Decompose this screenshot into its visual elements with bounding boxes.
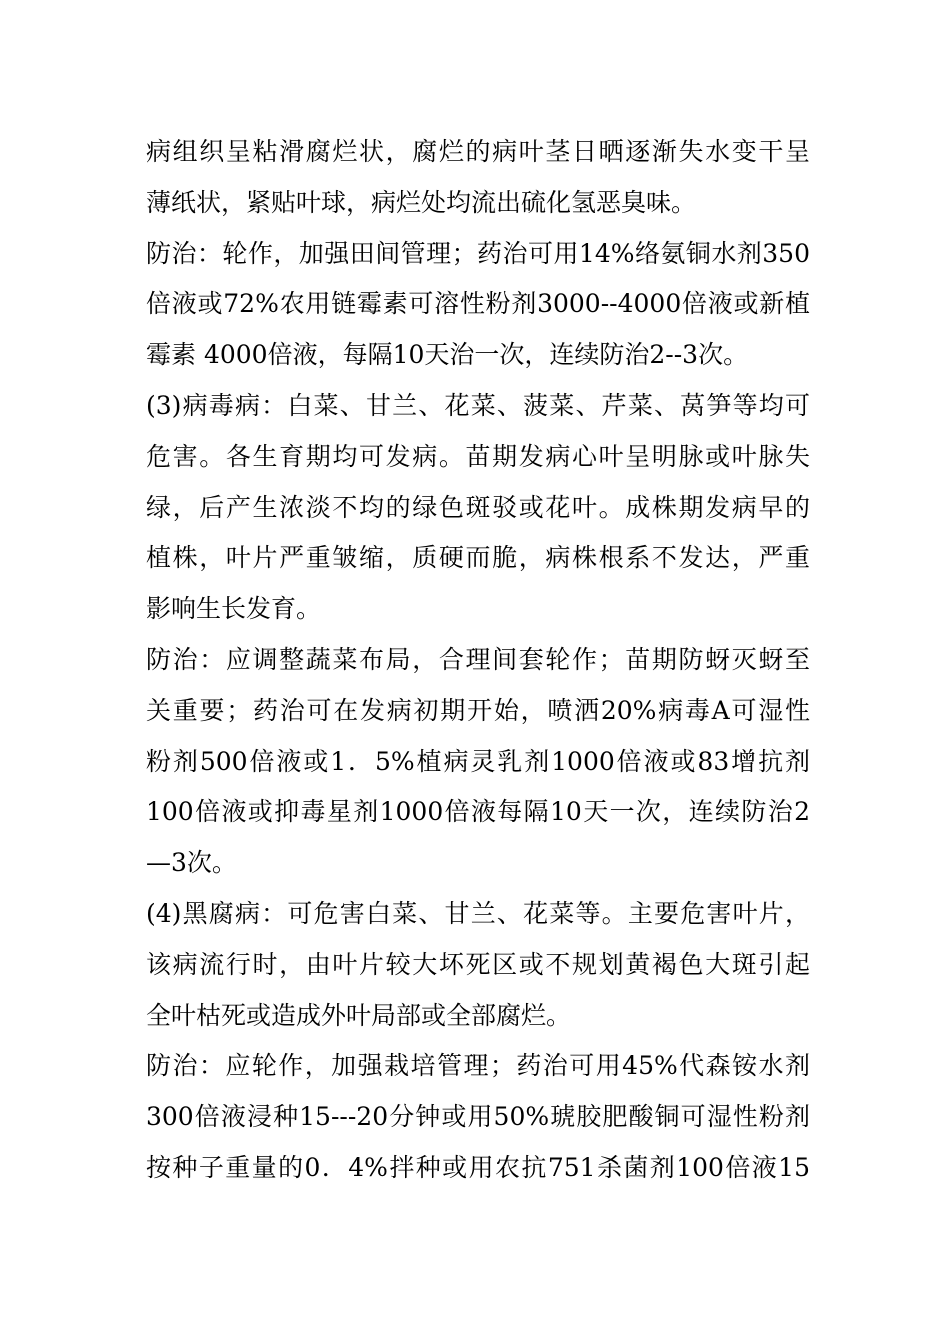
- text-line: 关重要；药治可在发病初期开始，喷洒20%病毒A可湿性: [146, 695, 810, 725]
- text-line: (4)黑腐病：可危害白菜、甘兰、花菜等。主要危害叶片，: [146, 898, 810, 928]
- text-line: 危害。各生育期均可发病。苗期发病心叶呈明脉或叶脉失: [146, 441, 810, 471]
- text-line: 该病流行时，由叶片较大坏死区或不规划黄褐色大斑引起: [146, 949, 810, 979]
- text-line: 防治：轮作，加强田间管理；药治可用14%络氨铜水剂350: [146, 238, 810, 268]
- text-line: 影响生长发育。: [146, 594, 322, 624]
- text-line: 植株，叶片严重皱缩，质硬而脆，病株根系不发达，严重: [146, 543, 810, 573]
- text-line: 100倍液或抑毒星剂1000倍液每隔10天一次，连续防治2: [146, 797, 810, 827]
- text-line: 防治：应轮作，加强栽培管理；药治可用45%代森铵水剂: [146, 1051, 810, 1081]
- text-line: 绿，后产生浓淡不均的绿色斑驳或花叶。成株期发病早的: [146, 492, 810, 522]
- text-line: 粉剂500倍液或1．5%植病灵乳剂1000倍液或83增抗剂: [146, 746, 810, 776]
- text-line: 按种子重量的0．4%拌种或用农抗751杀菌剂100倍液15: [146, 1152, 810, 1182]
- body-text: [146, 127, 810, 1194]
- text-line: 病组织呈粘滑腐烂状，腐烂的病叶茎日晒逐渐失水变干呈: [146, 137, 810, 166]
- text-line: 霉素 4000倍液，每隔10天治一次，连续防治2--3次。: [146, 340, 749, 370]
- text-line: 300倍液浸种15---20分钟或用50%琥胶肥酸铜可湿性粉剂: [146, 1102, 810, 1132]
- text-line: 全叶枯死或造成外叶局部或全部腐烂。: [146, 1000, 572, 1030]
- text-line: 薄纸状，紧贴叶球，病烂处均流出硫化氢恶臭味。: [146, 187, 697, 217]
- text-line: 防治：应调整蔬菜布局，合理间套轮作；苗期防蚜灭蚜至: [146, 644, 810, 674]
- text-line: (3)病毒病：白菜、甘兰、花菜、菠菜、芹菜、莴笋等均可: [146, 390, 810, 420]
- text-line: —3次。: [146, 848, 237, 878]
- text-line: 倍液或72%农用链霉素可溶性粉剂3000--4000倍液或新植: [146, 289, 810, 319]
